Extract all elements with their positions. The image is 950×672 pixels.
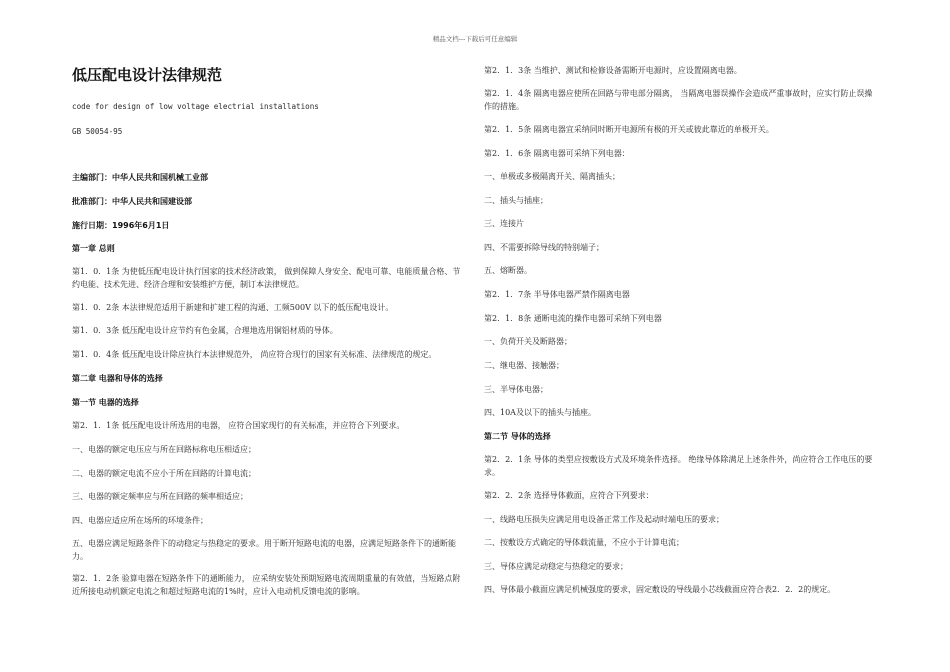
paragraph: 第2．1．1条 低压配电设计所选用的电器， 应符合国家现行的有关标准，并应符合下列要求。 bbox=[72, 421, 405, 430]
list-item: 四、不需要拆除导线的特别端子； bbox=[484, 243, 604, 252]
paragraph: 主编部门：中华人民共和国机械工业部 bbox=[72, 173, 208, 182]
paragraph: 第2．1．8条 通断电流的操作电器可采纳下列电器 bbox=[484, 314, 662, 323]
list-item: 三、电器的额定频率应与所在回路的频率相适应； bbox=[72, 492, 248, 501]
paragraph: GB 50054-95 bbox=[72, 127, 123, 136]
list-item: 四、10A及以下的插头与插座。 bbox=[484, 408, 596, 417]
page-header: 精品文档---下载后可任意编辑 bbox=[432, 35, 518, 43]
list-item: 五、电器应满足短路条件下的动稳定与热稳定的要求。用于断开短路电流的电器，应满足短路条件下的通断能力。 bbox=[72, 539, 456, 561]
list-item: 三、连接片 bbox=[484, 219, 524, 228]
list-item: 一、电器的额定电压应与所在回路标称电压相适应； bbox=[72, 445, 256, 454]
paragraph: 第1．0．1条 为使低压配电设计执行国家的技术经济政策， 做到保障人身安全、配电可靠、电能质量合格、节约电能、技术先进、经济合理和安装维护方便，制订本法律规范。 bbox=[72, 267, 461, 289]
paragraph: 施行日期：1996年6月1日 bbox=[72, 221, 170, 230]
section-heading: 第一节 电器的选择 bbox=[72, 398, 139, 407]
chapter-heading: 第二章 电器和导体的选择 bbox=[72, 374, 163, 383]
section-heading: 第二节 导体的选择 bbox=[484, 432, 551, 441]
paragraph: code for design of low voltage electrial installations bbox=[72, 102, 319, 111]
document-title: 低压配电设计法律规范 bbox=[72, 66, 223, 84]
list-item: 四、导体最小截面应满足机械强度的要求，固定敷设的导线最小芯线截面应符合表2．2．2的规定。 bbox=[484, 585, 836, 594]
list-item: 二、电器的额定电流不应小于所在回路的计算电流； bbox=[72, 469, 256, 478]
paragraph: 第1．0．3条 低压配电设计应节约有色金属，合理地选用铜铝材质的导体。 bbox=[72, 326, 338, 335]
paragraph: 第2．1．3条 当维护、测试和检修设备需断开电源时，应设置隔离电器。 bbox=[484, 66, 742, 75]
list-item: 四、电器应适应所在场所的环境条件； bbox=[72, 516, 208, 525]
list-item: 三、半导体电器； bbox=[484, 385, 548, 394]
list-item: 二、插头与插座； bbox=[484, 196, 548, 205]
paragraph: 第2．2．1条 导体的类型应按敷设方式及环境条件选择。 绝缘导体除满足上述条件外，尚应符合工作电压的要求。 bbox=[484, 455, 873, 477]
paragraph: 第2．1．7条 半导体电器严禁作隔离电器 bbox=[484, 290, 630, 299]
chapter-heading: 第一章 总则 bbox=[72, 244, 115, 253]
list-item: 三、导体应满足动稳定与热稳定的要求； bbox=[484, 562, 628, 571]
paragraph: 批准部门：中华人民共和国建设部 bbox=[72, 197, 192, 206]
paragraph: 第1．0．2条 本法律规范适用于新建和扩建工程的沟通、工频500V 以下的低压配电设计。 bbox=[72, 303, 394, 312]
list-item: 二、按敷设方式确定的导体载流量，不应小于计算电流； bbox=[484, 538, 684, 547]
paragraph: 第2．1．6条 隔离电器可采纳下列电器： bbox=[484, 149, 630, 158]
paragraph: 第1．0．4条 低压配电设计除应执行本法律规范外， 尚应符合现行的国家有关标准、法律规范的规定。 bbox=[72, 350, 437, 359]
paragraph: 第2．1．4条 隔离电器应使所在回路与带电部分隔离， 当隔离电器误操作会造成严重事故时，应实行防止误操作的措施。 bbox=[484, 89, 873, 111]
paragraph: 第2．1．5条 隔离电器宜采纳同时断开电源所有极的开关或彼此靠近的单极开关。 bbox=[484, 125, 774, 134]
list-item: 一、负荷开关及断路器； bbox=[484, 337, 572, 346]
paragraph: 第2．2．2条 选择导体截面，应符合下列要求： bbox=[484, 491, 654, 500]
paragraph: 第2．1．2条 验算电器在短路条件下的通断能力， 应采纳安装处预期短路电流周期重量的有效值，当短路点附近所接电动机额定电流之和超过短路电流的1%时，应计入电动机反馈电流的影响。 bbox=[72, 574, 461, 596]
list-item: 一、线路电压损失应满足用电设备正常工作及起动时端电压的要求； bbox=[484, 515, 724, 524]
list-item: 二、继电器、接触器； bbox=[484, 361, 564, 370]
list-item: 一、单极或多极隔离开关、隔离插头； bbox=[484, 172, 620, 181]
list-item: 五、熔断器。 bbox=[484, 266, 532, 275]
